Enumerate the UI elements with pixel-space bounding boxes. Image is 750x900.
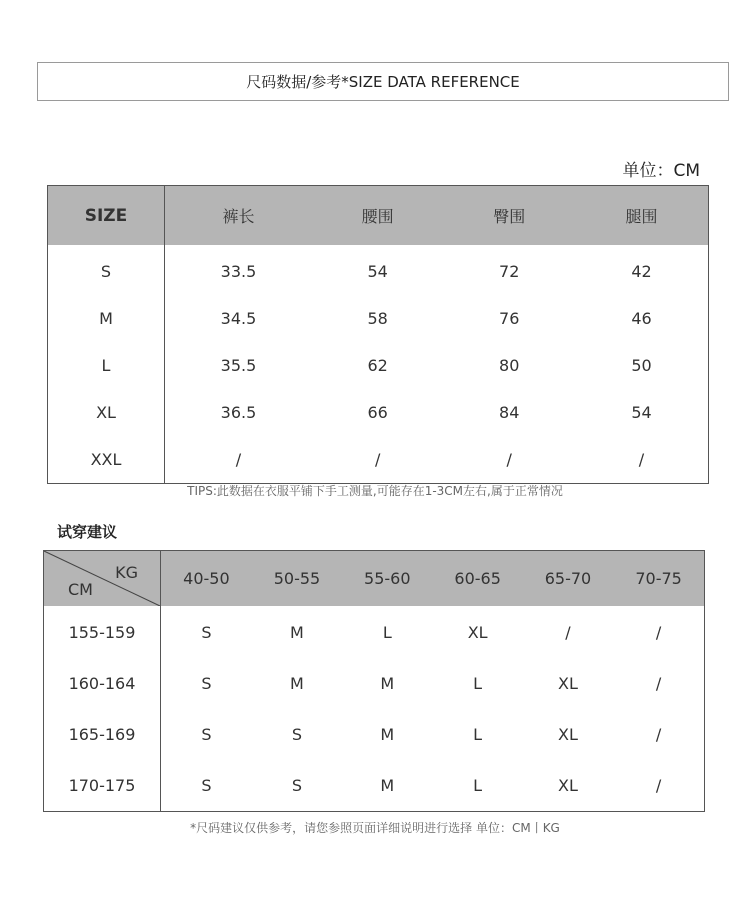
size-cell: M [380,776,395,795]
table-row [48,245,709,295]
weight-header: 60-65 [432,551,522,607]
waist-cell: / [374,450,381,469]
size-cell: M [380,725,395,744]
height-cell: 165-169 [44,709,161,760]
size-cell: L [382,623,392,642]
waist-cell: 66 [367,403,388,422]
thigh-cell: 54 [631,403,652,422]
size-cell: S [201,776,212,795]
thigh-cell: / [638,450,645,469]
size-cell: S [201,725,212,744]
thigh-cell: 46 [631,309,652,328]
waist-cell: 54 [367,262,388,281]
size-cell: S [48,245,165,295]
size-cell: XL [558,674,578,693]
size-cell: L [473,674,483,693]
size-cell: M [380,674,395,693]
footer-note: *尺码建议仅供参考，请您参照页面详细说明进行选择 单位：CM丨KG [190,821,560,835]
size-cell: XXL [48,436,165,484]
size-cell: / [655,674,662,693]
fit-recommendation-table [43,550,705,812]
size-cell: XL [558,725,578,744]
page-title-text: 尺码数据/参考*SIZE DATA REFERENCE [246,73,520,91]
size-cell: XL [467,623,488,642]
size-cell: L [48,342,165,389]
table-row [44,658,705,709]
hip-cell: 72 [499,262,520,281]
hip-cell: 80 [499,356,520,375]
table-row [44,760,705,812]
diagonal-divider [44,551,160,606]
unit-label: 单位：CM [622,161,700,181]
corner-cm-label: CM [68,580,93,599]
weight-header: 55-60 [342,551,432,607]
length-cell: 36.5 [220,403,257,422]
size-cell: M [290,623,304,642]
table-row [48,436,709,484]
height-cell: 155-159 [44,606,161,658]
corner-kg-label: KG [115,563,138,582]
size-cell: S [291,725,303,744]
size-cell: S [201,674,212,693]
size-cell: / [655,725,662,744]
header-hip: 臀围 [443,186,575,246]
size-cell: / [655,623,662,642]
length-cell: 34.5 [220,309,257,328]
thigh-cell: 50 [631,356,652,375]
table-header-row [44,551,705,607]
hip-cell: 84 [499,403,520,422]
weight-header: 70-75 [613,551,704,607]
size-cell: / [655,776,662,795]
size-cell: M [290,674,304,693]
table-row [44,709,705,760]
size-cell: L [473,725,483,744]
size-cell: XL [48,389,165,436]
table-row [48,389,709,436]
tips-note: TIPS:此数据在衣服平铺下手工测量,可能存在1-3CM左右,属于正常情况 [187,484,563,498]
length-cell: 35.5 [220,356,257,375]
length-cell: / [235,450,242,469]
size-cell: M [48,295,165,342]
height-cell: 160-164 [44,658,161,709]
size-data-table [47,185,709,484]
header-size: SIZE [48,186,165,246]
hip-cell: / [506,450,512,469]
waist-cell: 58 [367,309,388,328]
hip-cell: 76 [499,309,520,328]
waist-cell: 62 [367,356,388,375]
table-row [44,606,705,658]
length-cell: 33.5 [220,262,257,281]
table-header-row [48,186,709,246]
page-title [37,62,729,101]
weight-header: 40-50 [161,551,252,607]
header-length: 裤长 [165,186,312,246]
header-thigh: 腿围 [575,186,709,246]
weight-header: 50-55 [252,551,342,607]
height-cell: 170-175 [44,760,161,812]
section-title-recommend: 试穿建议 [57,523,118,541]
weight-header: 65-70 [523,551,613,607]
table-row [48,342,709,389]
size-cell: L [473,776,483,795]
size-cell: S [201,623,212,642]
size-cell: S [291,776,303,795]
thigh-cell: 42 [631,262,652,281]
corner-header-cell [44,551,161,607]
table-row [48,295,709,342]
header-waist: 腰围 [312,186,444,246]
size-cell: XL [558,776,578,795]
size-cell: / [565,623,571,642]
